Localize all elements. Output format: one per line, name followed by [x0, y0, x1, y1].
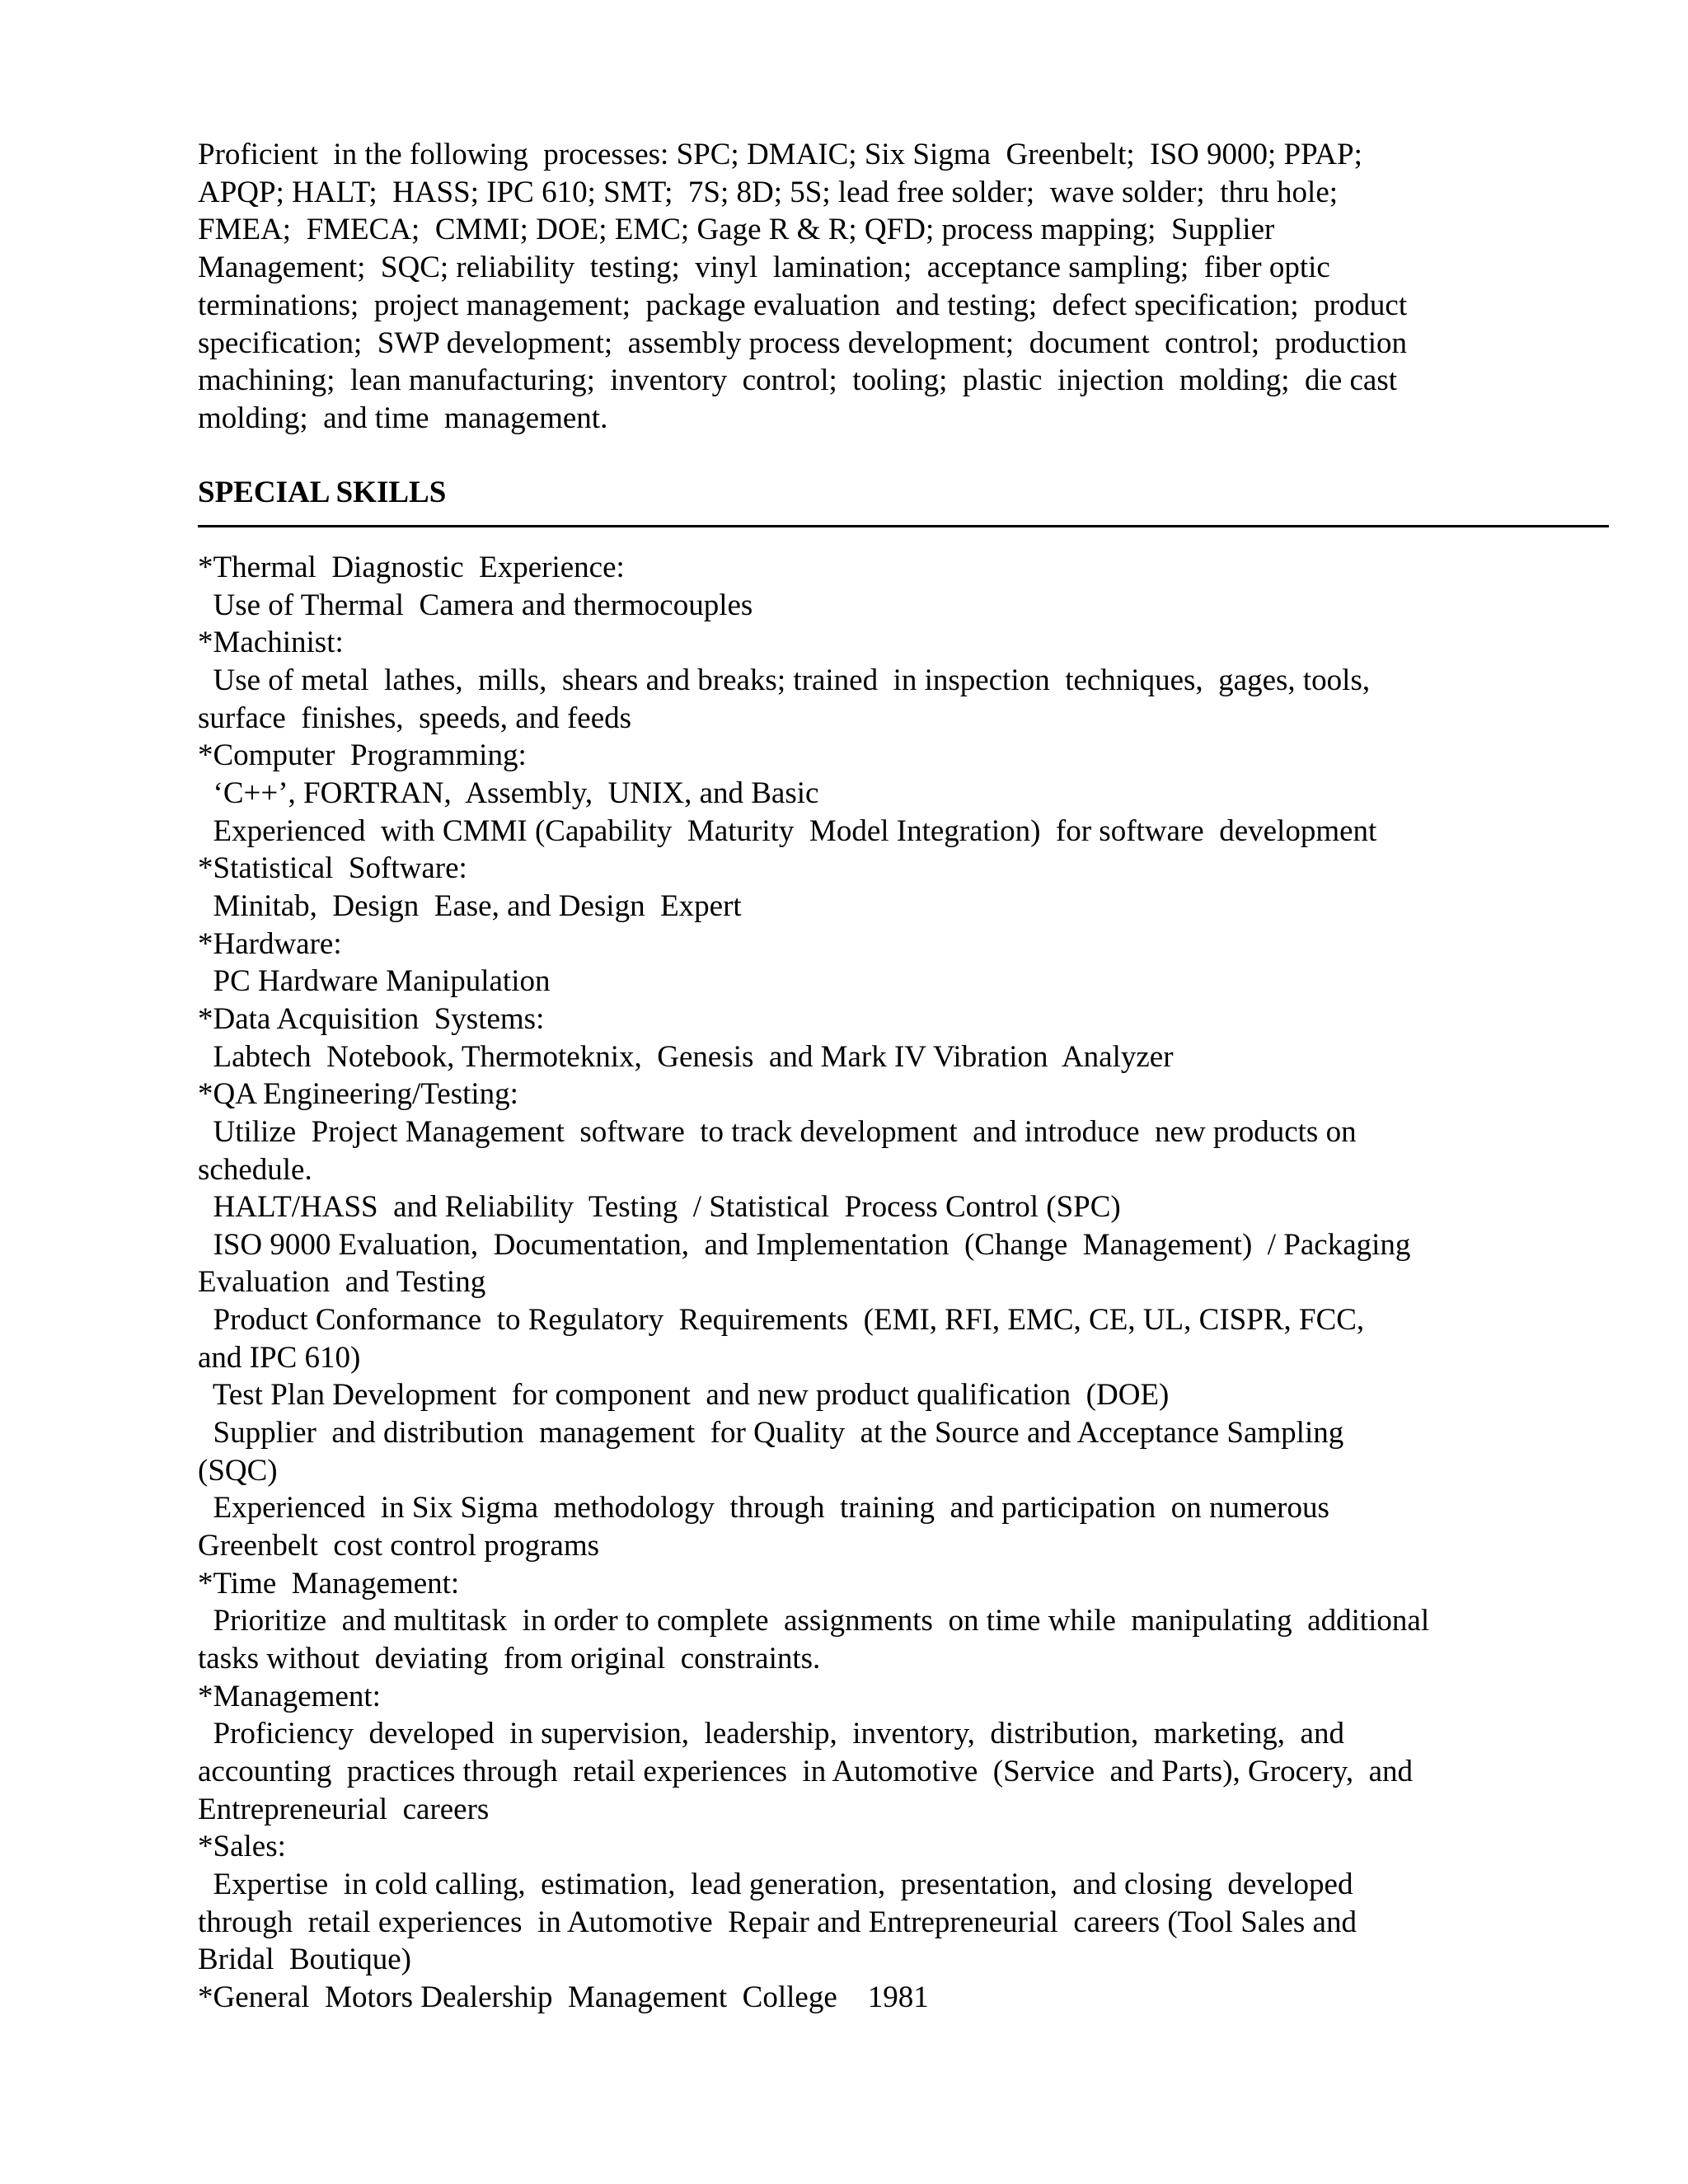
skill-block — [198, 624, 1517, 737]
skill-detail-line: HALT/HASS and Reliability Testing / Statistical Process Control (SPC) — [198, 1190, 1121, 1225]
skill-detail-line: Use of metal lathes, mills, shears and breaks; trained in inspection techniques, gages, tools, — [198, 663, 1371, 697]
skill-detail-line: and IPC 610) — [198, 1340, 361, 1375]
skill-block — [198, 1076, 1517, 1565]
processes-line: FMEA; FMECA; CMMI; DOE; EMC; Gage R & R; QFD; process mapping; Supplier — [198, 213, 1275, 247]
skill-heading: *Machinist: — [198, 626, 344, 660]
skill-detail-line: Product Conformance to Regulatory Requirements (EMI, RFI, EMC, CE, UL, CISPR, FCC, — [198, 1303, 1365, 1338]
skill-heading: *Computer Programming: — [198, 738, 527, 773]
skill-detail-line: Test Plan Development for component and new product qualification (DOE) — [198, 1378, 1170, 1413]
skill-detail-line: Supplier and distribution management for Quality at the Source and Acceptance Sampling — [198, 1416, 1344, 1451]
skill-detail-line: through retail experiences in Automotive Repair and Entrepreneurial careers (Tool Sales and — [198, 1905, 1357, 1939]
skill-block — [198, 926, 1517, 1001]
section-divider — [198, 525, 1609, 527]
skill-block — [198, 1678, 1517, 1829]
skill-detail-line: tasks without deviating from original constraints. — [198, 1642, 821, 1676]
special-skills-list — [198, 549, 1517, 2017]
skill-heading: *General Motors Dealership Management College 1981 — [198, 1980, 929, 2014]
skill-detail-line: accounting practices through retail experiences in Automotive (Service and Parts), Grocery, and — [198, 1755, 1414, 1788]
skill-detail-line: Minitab, Design Ease, and Design Expert — [198, 888, 742, 923]
skill-heading: *QA Engineering/Testing: — [198, 1077, 518, 1112]
processes-line: specification; SWP development; assembly process development; document control; production — [198, 326, 1407, 360]
skill-detail-line: Experienced in Six Sigma methodology through training and participation on numerous — [198, 1491, 1329, 1526]
processes-line: Proficient in the following processes: SPC; DMAIC; Six Sigma Greenbelt; ISO 9000; PPAP; — [198, 138, 1362, 171]
skill-block — [198, 1565, 1517, 1678]
skill-detail-line: Bridal Boutique) — [198, 1943, 411, 1977]
skill-detail-line: Experienced with CMMI (Capability Maturity Model Integration) for software development — [198, 813, 1377, 848]
processes-paragraph — [198, 136, 1508, 438]
skill-detail-line: Utilize Project Management software to track development and introduce new products on — [198, 1114, 1357, 1149]
skill-detail-line: Prioritize and multitask in order to complete assignments on time while manipulating additional — [198, 1604, 1430, 1638]
processes-line: APQP; HALT; HASS; IPC 610; SMT; 7S; 8D; 5S; lead free solder; wave solder; thru hole; — [198, 175, 1339, 209]
skill-detail-line: (SQC) — [198, 1453, 278, 1488]
skill-block — [198, 850, 1517, 925]
skill-block — [198, 1828, 1517, 1979]
skill-heading: *Thermal Diagnostic Experience: — [198, 551, 625, 584]
skill-detail-line: PC Hardware Manipulation — [198, 964, 551, 999]
processes-line: terminations; project management; package evaluation and testing; defect specification; product — [198, 288, 1408, 322]
skill-block — [198, 1979, 1517, 2017]
skill-detail-line: Proficiency developed in supervision, leadership, inventory, distribution, marketing, and — [198, 1717, 1344, 1751]
skill-heading: *Hardware: — [198, 926, 342, 961]
skill-detail-line: Expertise in cold calling, estimation, lead generation, presentation, and closing developed — [198, 1867, 1353, 1901]
special-skills-heading: SPECIAL SKILLS — [198, 476, 447, 509]
skill-detail-line: Entrepreneurial careers — [198, 1792, 490, 1826]
skill-block — [198, 737, 1517, 850]
skill-detail-line: surface finishes, speeds, and feeds — [198, 701, 632, 735]
skill-heading: *Management: — [198, 1679, 381, 1713]
skill-detail-line: Evaluation and Testing — [198, 1265, 486, 1300]
skill-heading: *Data Acquisition Systems: — [198, 1001, 545, 1036]
skill-block — [198, 1001, 1517, 1076]
skill-detail-line: Labtech Notebook, Thermoteknix, Genesis and Mark IV Vibration Analyzer — [198, 1039, 1174, 1074]
skill-detail-line: Use of Thermal Camera and thermocouples — [198, 588, 753, 622]
skill-detail-line: schedule. — [198, 1152, 312, 1187]
skill-detail-line: ‘C++’, FORTRAN, Assembly, UNIX, and Basic — [198, 776, 819, 810]
processes-line: molding; and time management. — [198, 401, 608, 435]
processes-line: machining; lean manufacturing; inventory control; tooling; plastic injection molding; die cast — [198, 363, 1398, 398]
skill-heading: *Sales: — [198, 1830, 286, 1864]
processes-line: Management; SQC; reliability testing; vinyl lamination; acceptance sampling; fiber optic — [198, 251, 1330, 285]
skill-detail-line: Greenbelt cost control programs — [198, 1529, 600, 1563]
skill-block — [198, 549, 1517, 624]
skill-heading: *Statistical Software: — [198, 851, 467, 886]
skill-heading: *Time Management: — [198, 1566, 460, 1601]
skill-detail-line: ISO 9000 Evaluation, Documentation, and Implementation (Change Management) / Packaging — [198, 1227, 1411, 1262]
